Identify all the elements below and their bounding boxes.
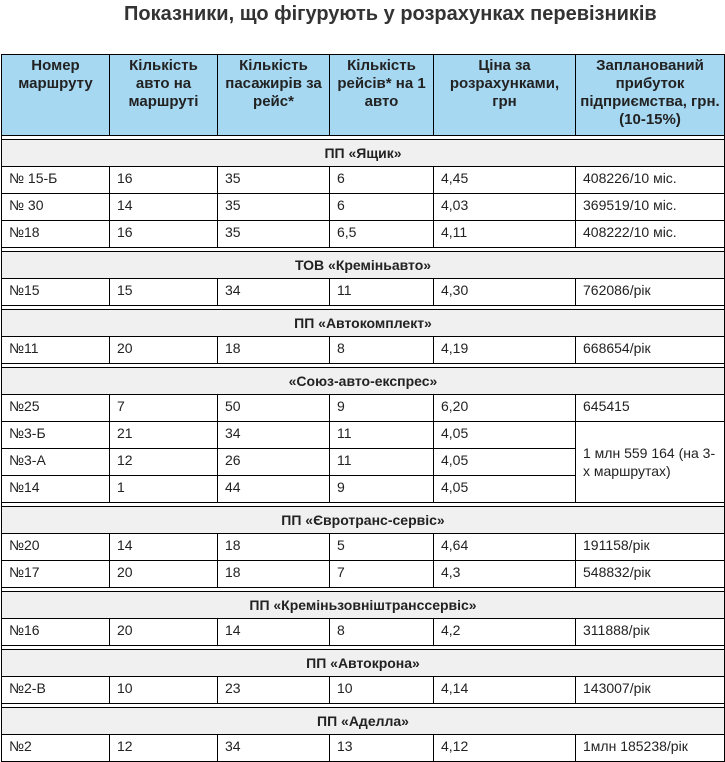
header-route-number: Номер маршруту xyxy=(2,55,110,136)
table-row xyxy=(2,167,725,194)
group-header-row xyxy=(2,368,725,395)
cell-passengers-per-trip: 18 xyxy=(218,534,330,561)
cell-route-number: №20 xyxy=(2,534,110,561)
cell-trips-per-vehicle: 11 xyxy=(330,279,434,306)
cell-trips-per-vehicle: 13 xyxy=(330,735,434,762)
cell-trips-per-vehicle: 8 xyxy=(330,619,434,646)
cell-passengers-per-trip: 35 xyxy=(218,167,330,194)
cell-planned-profit: 143007/рік xyxy=(576,677,725,704)
group-header-row xyxy=(2,252,725,279)
table-body xyxy=(2,136,725,762)
cell-planned-profit: 548832/рік xyxy=(576,561,725,588)
cell-route-number: №17 xyxy=(2,561,110,588)
header-trips-per-vehicle: Кількість рейсів* на 1 авто xyxy=(330,55,434,136)
group-name: ПП «Автокрона» xyxy=(2,650,725,677)
group-header-row xyxy=(2,650,725,677)
cell-planned-profit: 369519/10 міс. xyxy=(576,194,725,221)
group-name: ПП «Євротранс-сервіс» xyxy=(2,507,725,534)
cell-vehicle-count: 12 xyxy=(110,449,218,476)
cell-passengers-per-trip: 50 xyxy=(218,395,330,422)
cell-passengers-per-trip: 18 xyxy=(218,337,330,364)
table-row xyxy=(2,561,725,588)
group-name: ПП «Ящик» xyxy=(2,140,725,167)
cell-trips-per-vehicle: 11 xyxy=(330,422,434,449)
cell-passengers-per-trip: 35 xyxy=(218,221,330,248)
table-row xyxy=(2,735,725,762)
cell-vehicle-count: 16 xyxy=(110,221,218,248)
cell-price: 4,30 xyxy=(434,279,576,306)
cell-passengers-per-trip: 34 xyxy=(218,279,330,306)
carrier-indicators-table xyxy=(1,54,725,762)
group-name: ПП «Автокомплект» xyxy=(2,310,725,337)
table-row xyxy=(2,194,725,221)
cell-trips-per-vehicle: 9 xyxy=(330,395,434,422)
cell-trips-per-vehicle: 6 xyxy=(330,194,434,221)
cell-planned-profit: 645415 xyxy=(576,395,725,422)
cell-passengers-per-trip: 34 xyxy=(218,735,330,762)
table-row xyxy=(2,619,725,646)
cell-passengers-per-trip: 44 xyxy=(218,476,330,503)
cell-route-number: №3-Б xyxy=(2,422,110,449)
cell-trips-per-vehicle: 6,5 xyxy=(330,221,434,248)
table-row xyxy=(2,221,725,248)
cell-route-number: №16 xyxy=(2,619,110,646)
cell-vehicle-count: 14 xyxy=(110,194,218,221)
cell-trips-per-vehicle: 8 xyxy=(330,337,434,364)
cell-route-number: №18 xyxy=(2,221,110,248)
cell-route-number: №3-А xyxy=(2,449,110,476)
cell-planned-profit: 1млн 185238/рік xyxy=(576,735,725,762)
cell-price: 6,20 xyxy=(434,395,576,422)
table-row xyxy=(2,422,725,449)
table-row xyxy=(2,279,725,306)
cell-price: 4,05 xyxy=(434,449,576,476)
group-header-row xyxy=(2,592,725,619)
group-name: «Союз-авто-експрес» xyxy=(2,368,725,395)
cell-vehicle-count: 21 xyxy=(110,422,218,449)
group-name: ПП «Кремiньзовнiштранссервiс» xyxy=(2,592,725,619)
cell-price: 4,2 xyxy=(434,619,576,646)
cell-trips-per-vehicle: 10 xyxy=(330,677,434,704)
cell-passengers-per-trip: 14 xyxy=(218,619,330,646)
cell-route-number: №14 xyxy=(2,476,110,503)
cell-vehicle-count: 20 xyxy=(110,619,218,646)
cell-passengers-per-trip: 34 xyxy=(218,422,330,449)
cell-route-number: №15 xyxy=(2,279,110,306)
group-header-row xyxy=(2,140,725,167)
cell-trips-per-vehicle: 11 xyxy=(330,449,434,476)
cell-trips-per-vehicle: 5 xyxy=(330,534,434,561)
carrier-indicators-table-wrapper xyxy=(1,54,724,762)
cell-planned-profit: 311888/рік xyxy=(576,619,725,646)
cell-passengers-per-trip: 23 xyxy=(218,677,330,704)
cell-vehicle-count: 10 xyxy=(110,677,218,704)
cell-price: 4,12 xyxy=(434,735,576,762)
header-calculated-price: Ціна за розрахунками, грн xyxy=(434,55,576,136)
table-row xyxy=(2,395,725,422)
cell-vehicle-count: 15 xyxy=(110,279,218,306)
group-name: ТОВ «Кремiньавто» xyxy=(2,252,725,279)
cell-price: 4,05 xyxy=(434,422,576,449)
cell-planned-profit: 408226/10 міс. xyxy=(576,167,725,194)
group-header-row xyxy=(2,708,725,735)
cell-vehicle-count: 20 xyxy=(110,337,218,364)
group-header-row xyxy=(2,310,725,337)
cell-route-number: №2-В xyxy=(2,677,110,704)
header-row xyxy=(2,55,725,136)
cell-route-number: № 15-Б xyxy=(2,167,110,194)
cell-price: 4,3 xyxy=(434,561,576,588)
cell-passengers-per-trip: 26 xyxy=(218,449,330,476)
table-row xyxy=(2,337,725,364)
cell-vehicle-count: 14 xyxy=(110,534,218,561)
table-row xyxy=(2,534,725,561)
cell-price: 4,05 xyxy=(434,476,576,503)
cell-route-number: №11 xyxy=(2,337,110,364)
cell-passengers-per-trip: 18 xyxy=(218,561,330,588)
cell-price: 4,19 xyxy=(434,337,576,364)
table-row xyxy=(2,677,725,704)
header-passengers-per-trip: Кількість пасажирів за рейс* xyxy=(218,55,330,136)
cell-planned-profit: 408222/10 міс. xyxy=(576,221,725,248)
cell-planned-profit: 762086/рік xyxy=(576,279,725,306)
cell-planned-profit: 1 млн 559 164 (на 3-х маршрутах) xyxy=(576,422,725,503)
cell-price: 4,64 xyxy=(434,534,576,561)
cell-vehicle-count: 20 xyxy=(110,561,218,588)
cell-vehicle-count: 1 xyxy=(110,476,218,503)
cell-planned-profit: 668654/рік xyxy=(576,337,725,364)
cell-vehicle-count: 12 xyxy=(110,735,218,762)
cell-vehicle-count: 7 xyxy=(110,395,218,422)
header-vehicle-count: Кількість авто на маршруті xyxy=(110,55,218,136)
document-title: Показники, що фігурують у розрахунках перевізників xyxy=(124,3,657,25)
cell-route-number: №25 xyxy=(2,395,110,422)
cell-trips-per-vehicle: 9 xyxy=(330,476,434,503)
cell-trips-per-vehicle: 7 xyxy=(330,561,434,588)
group-header-row xyxy=(2,507,725,534)
group-name: ПП «Аделла» xyxy=(2,708,725,735)
cell-route-number: №2 xyxy=(2,735,110,762)
cell-passengers-per-trip: 35 xyxy=(218,194,330,221)
cell-vehicle-count: 16 xyxy=(110,167,218,194)
cell-price: 4,03 xyxy=(434,194,576,221)
header-planned-profit: Запланований прибуток підприємства, грн. (10-15%) xyxy=(576,55,725,136)
cell-planned-profit: 191158/рік xyxy=(576,534,725,561)
cell-price: 4,45 xyxy=(434,167,576,194)
cell-price: 4,14 xyxy=(434,677,576,704)
cell-route-number: № 30 xyxy=(2,194,110,221)
cell-price: 4,11 xyxy=(434,221,576,248)
cell-trips-per-vehicle: 6 xyxy=(330,167,434,194)
